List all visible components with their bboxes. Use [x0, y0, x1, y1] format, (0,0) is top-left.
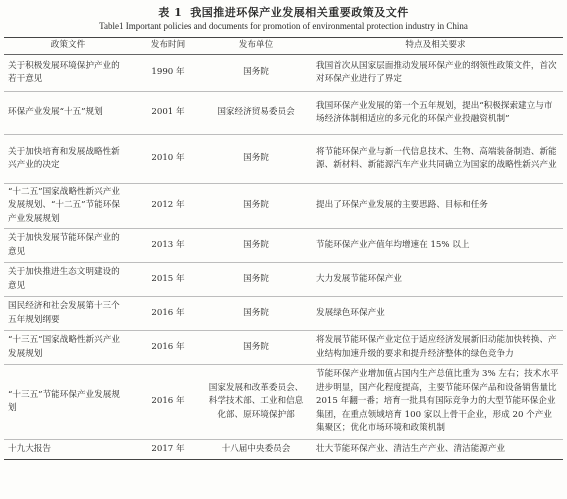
- cell-unit: 国务院: [204, 297, 308, 331]
- header-unit: 发布单位: [204, 38, 308, 55]
- table-number: 表 1: [158, 6, 183, 19]
- cell-year: 2017 年: [132, 440, 204, 460]
- cell-feat: 大力发展节能环保产业: [308, 263, 563, 297]
- table-title-text: 我国推进环保产业发展相关重要政策及文件: [190, 6, 409, 19]
- cell-unit: 国务院: [204, 55, 308, 92]
- cell-feat: 提出了环保产业发展的主要思路、目标和任务: [308, 184, 563, 229]
- cell-unit: 国家发展和改革委员会、科学技术部、工业和信息化部、原环境保护部: [204, 365, 308, 440]
- cell-unit: 十八届中央委员会: [204, 440, 308, 460]
- cell-feat: 节能环保产业增加值占国内生产总值比重为 3% 左右；技术水平进步明显，国产化程度提高，主要节能环保产品和设备销售量比 2015 年翻一番；培育一批具有国际竞争力的大型节能环保企业集团，在重点领域培育 100 家以上骨干企业，形成 20 个产业集聚区；优化市场环境和政策机制: [308, 365, 563, 440]
- table-title-en: Table1 Important policies and documents for promotion of environmental protection industry in China: [99, 21, 468, 31]
- cell-feat: 壮大节能环保产业、清洁生产产业、清洁能源产业: [308, 440, 563, 460]
- table-row: [4, 365, 563, 440]
- cell-unit: 国务院: [204, 184, 308, 229]
- cell-doc: 国民经济和社会发展第十三个五年规划纲要: [4, 297, 132, 331]
- table-row: [4, 331, 563, 365]
- header-row: [4, 38, 563, 55]
- cell-doc: 环保产业发展“十五”规划: [4, 92, 132, 135]
- cell-doc: 关于加快培育和发展战略性新兴产业的决定: [4, 135, 132, 184]
- cell-year: 2016 年: [132, 331, 204, 365]
- cell-doc: 关于加快发展节能环保产业的意见: [4, 229, 132, 263]
- cell-feat: 发展绿色环保产业: [308, 297, 563, 331]
- table-row: [4, 55, 563, 92]
- cell-unit: 国务院: [204, 263, 308, 297]
- table-row: [4, 263, 563, 297]
- table-title-cn: [0, 4, 567, 20]
- cell-year: 2012 年: [132, 184, 204, 229]
- cell-year: 2010 年: [132, 135, 204, 184]
- cell-year: 2015 年: [132, 263, 204, 297]
- cell-feat: 我国环保产业发展的第一个五年规划，提出“积极探索建立与市场经济体制相适应的多元化的环保产业投融资机制”: [308, 92, 563, 135]
- cell-doc: “十二五”国家战略性新兴产业发展规划、“十二五”节能环保产业发展规划: [4, 184, 132, 229]
- table-row: [4, 297, 563, 331]
- cell-unit: 国务院: [204, 331, 308, 365]
- cell-feat: 将节能环保产业与新一代信息技术、生物、高端装备制造、新能源、新材料、新能源汽车产业共同确立为国家的战略性新兴产业: [308, 135, 563, 184]
- cell-year: 2001 年: [132, 92, 204, 135]
- cell-feat: 将发展节能环保产业定位于适应经济发展新旧动能加快转换、产业结构加速升级的要求和提升经济整体的绿色竞争力: [308, 331, 563, 365]
- table-row: [4, 135, 563, 184]
- cell-feat: 节能环保产业产值年均增速在 15% 以上: [308, 229, 563, 263]
- header-doc: 政策文件: [4, 38, 132, 55]
- cell-unit: 国家经济贸易委员会: [204, 92, 308, 135]
- cell-year: 2016 年: [132, 365, 204, 440]
- cell-unit: 国务院: [204, 229, 308, 263]
- policy-table: [4, 37, 563, 460]
- cell-doc: 十九大报告: [4, 440, 132, 460]
- cell-doc: “十三五”节能环保产业发展规划: [4, 365, 132, 440]
- cell-unit: 国务院: [204, 135, 308, 184]
- table-row: [4, 184, 563, 229]
- table-row: [4, 229, 563, 263]
- header-feat: 特点及相关要求: [308, 38, 563, 55]
- header-year: 发布时间: [132, 38, 204, 55]
- cell-year: 2016 年: [132, 297, 204, 331]
- cell-feat: 我国首次从国家层面推动发展环保产业的纲领性政策文件，首次对环保产业进行了界定: [308, 55, 563, 92]
- cell-year: 2013 年: [132, 229, 204, 263]
- cell-doc: 关于积极发展环境保护产业的若干意见: [4, 55, 132, 92]
- cell-doc: “十三五”国家战略性新兴产业发展规划: [4, 331, 132, 365]
- cell-doc: 关于加快推进生态文明建设的意见: [4, 263, 132, 297]
- cell-year: 1990 年: [132, 55, 204, 92]
- table-row: [4, 92, 563, 135]
- table-row: [4, 440, 563, 460]
